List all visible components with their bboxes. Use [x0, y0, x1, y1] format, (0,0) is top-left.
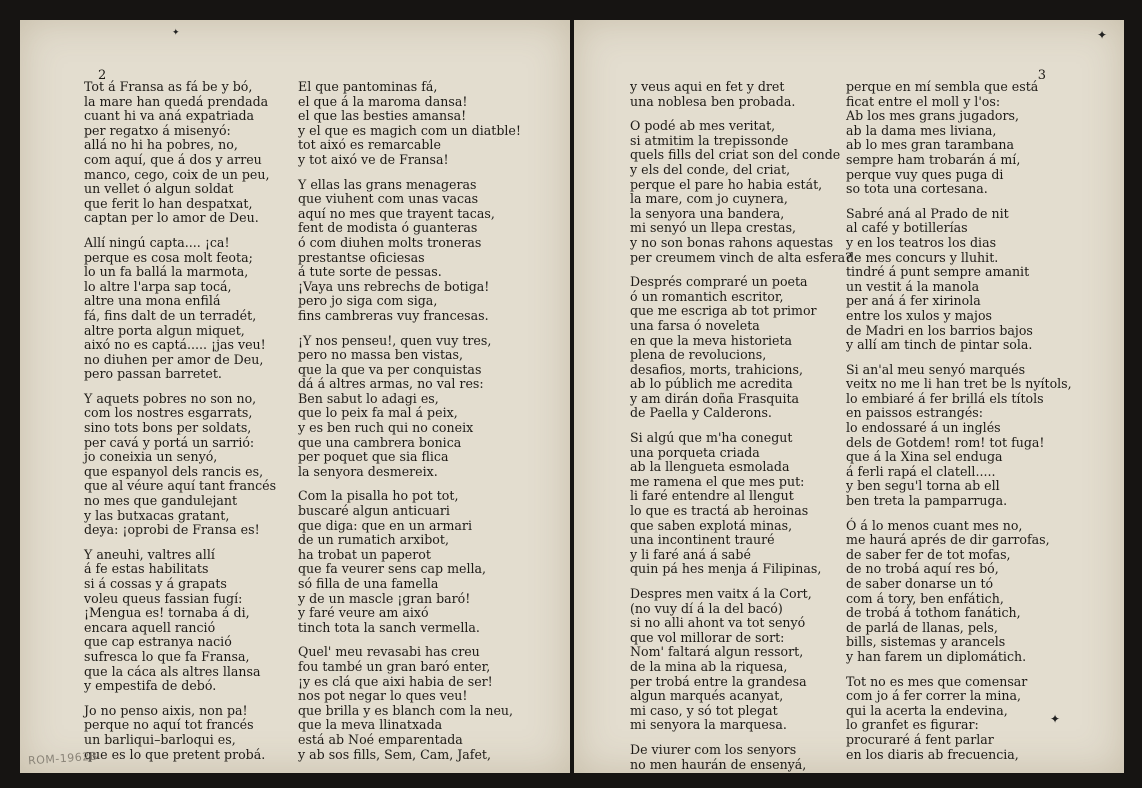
- verse-line: prestantse oficiesas: [298, 249, 425, 265]
- verse-line: una incontinent trauré: [630, 532, 775, 548]
- verse-line: un vestit á la manola: [846, 278, 980, 294]
- verse-line: y veus aqui en fet y dret: [630, 79, 785, 94]
- stanza: [298, 489, 521, 635]
- verse-line: ¡y es clá que aixi habia de ser!: [298, 673, 493, 689]
- stanza: [630, 275, 852, 421]
- verse-line: nos pot negar lo ques veu!: [298, 688, 468, 704]
- verse-line: fou també un gran baró enter,: [298, 658, 491, 674]
- verse-line: tinch tota la sanch vermella.: [298, 619, 480, 635]
- verse-line: y li faré aná á sabé: [630, 546, 751, 562]
- verse-line: que la que va per conquistas: [298, 361, 482, 377]
- verse-line: que al véure aquí tant francés: [84, 478, 277, 494]
- verse-line: plena de revolucions,: [630, 347, 767, 363]
- stanza: [298, 334, 521, 480]
- verse-line: Ben sabut lo adagi es,: [298, 390, 439, 406]
- verse-line: de la mina ab la riquesa,: [630, 658, 788, 674]
- verse-line: el que las besties amansa!: [298, 108, 467, 124]
- verse-line: perque vuy ques puga di: [846, 166, 1004, 182]
- verse-line: Despres men vaitx á la Cort,: [630, 586, 812, 601]
- verse-line: encara aquell ranció: [84, 619, 216, 635]
- verse-line: entre los xulos y majos: [846, 307, 992, 323]
- page-number: 2: [98, 68, 107, 83]
- verse-line: Quel' meu revasabi has creu: [298, 644, 480, 660]
- stanza: [84, 704, 276, 762]
- verse-line: tindré á punt sempre amanit: [846, 264, 1030, 280]
- verse-line: perque no aquí tot francés: [84, 717, 254, 733]
- stanza: [84, 80, 276, 226]
- verse-line: buscaré algun anticuari: [298, 503, 450, 519]
- verse-line: altre porta algun miquet,: [84, 322, 245, 338]
- verse-line: altre una mona enfilá: [84, 293, 221, 309]
- stanza: [846, 675, 1072, 763]
- verse-line: y faré veure am aixó: [298, 605, 429, 621]
- verse-line: per aná á fer xirinola: [846, 293, 981, 309]
- verse-line: la mare han quedá prendada: [84, 93, 269, 109]
- verse-line: sempre ham trobarán á mí,: [846, 151, 1021, 167]
- verse-line: y am dirán doña Frasquita: [630, 390, 800, 406]
- verse-line: y han farem un diplomátich.: [846, 648, 1027, 664]
- verse-line: ab lo mes gran tarambana: [846, 137, 1014, 153]
- verse-line: la mare, com jo cuynera,: [630, 191, 788, 207]
- verse-line: ¡Mengua es! tornaba á di,: [84, 605, 250, 621]
- verse-line: per trobá entre la grandesa: [630, 673, 807, 689]
- verse-line: tot aixó es remarcable: [298, 137, 441, 153]
- verse-line: aquí no mes que trayent tacas,: [298, 205, 495, 221]
- verse-line: perque el pare ho habia estát,: [630, 176, 823, 192]
- verse-line: mi senyora la marquesa.: [630, 717, 787, 733]
- verse-line: Tot no es mes que comensar: [846, 673, 1028, 689]
- verse-line: en los diaris ab frecuencia,: [846, 746, 1019, 762]
- stanza: [846, 363, 1072, 509]
- verse-line: per creumem vinch de alta esfera?: [630, 249, 852, 265]
- verse-line: O podé ab mes veritat,: [630, 118, 776, 134]
- verse-line: y empestifa de debó.: [84, 678, 217, 694]
- verse-line: manco, cego, coix de un peu,: [84, 166, 270, 182]
- stanza: [84, 392, 276, 538]
- verse-line: que espanyol dels rancis es,: [84, 463, 264, 479]
- verse-line: bills, sistemas y arancels: [846, 634, 1006, 650]
- verse-line: Tot á Fransa as fá be y bó,: [84, 79, 253, 94]
- verse-line: sino tots bons per soldats,: [84, 420, 252, 436]
- verse-line: mi senyó un llepa crestas,: [630, 220, 797, 236]
- verse-line: y els del conde, del criat,: [630, 161, 791, 177]
- verse-line: de un rumatich arxibot,: [298, 532, 449, 548]
- verse-line: no men haurán de ensenyá,: [630, 756, 807, 772]
- printer-fleuron-icon: ✦: [1050, 712, 1061, 726]
- verse-line: mi caso, y só tot plegat: [630, 702, 778, 718]
- verse-column: [846, 80, 1072, 772]
- verse-line: y es ben ruch qui no coneix: [298, 420, 474, 436]
- printer-fleuron-icon: ✦: [172, 28, 180, 38]
- verse-line: cuant hi va aná expatriada: [84, 108, 255, 124]
- verse-line: que vol millorar de sort:: [630, 629, 785, 645]
- verse-line: deya: ¡oprobi de Fransa es!: [84, 522, 260, 538]
- verse-line: ó un romantich escritor,: [630, 288, 784, 304]
- verse-line: pero passan barretet.: [84, 366, 222, 382]
- verse-line: está ab Noé emparentada: [298, 731, 463, 747]
- verse-line: ó com diuhen molts troneras: [298, 234, 482, 250]
- verse-line: ¡Y nos penseu!, quen vuy tres,: [298, 332, 492, 348]
- verse-line: al café y botillerías: [846, 220, 968, 236]
- verse-line: perque en mí sembla que está: [846, 79, 1039, 94]
- stanza: [630, 743, 852, 772]
- verse-line: Com la pisalla ho pot tot,: [298, 488, 459, 504]
- verse-line: que brilla y es blanch com la neu,: [298, 702, 514, 718]
- verse-line: de Paella y Calderons.: [630, 405, 772, 421]
- verse-line: fent de modista ó guanteras: [298, 220, 478, 236]
- page-number: 3: [1037, 68, 1046, 83]
- verse-line: de Madri en los barrios bajos: [846, 322, 1033, 338]
- verse-line: lo endossaré á un inglés: [846, 420, 1001, 436]
- verse-line: (no vuy dí á la del bacó): [630, 600, 783, 616]
- verse-line: ab lo públich me acredita: [630, 376, 793, 392]
- verse-line: algun marqués acanyat,: [630, 688, 784, 704]
- verse-line: Si algú que m'ha conegut: [630, 430, 793, 446]
- verse-line: Si an'al meu senyó marqués: [846, 361, 1026, 377]
- stanza: [846, 207, 1072, 353]
- verse-line: aixó no es captá..... ¡jas veu!: [84, 337, 266, 353]
- verse-line: procuraré á fent parlar: [846, 731, 994, 747]
- stanza: [298, 80, 521, 168]
- verse-line: ficat entre el moll y l'os:: [846, 93, 1001, 109]
- verse-line: á fe estas habilitats: [84, 561, 209, 577]
- verse-line: que saben explotá minas,: [630, 517, 793, 533]
- verse-line: y de un mascle ¡gran baró!: [298, 590, 471, 606]
- verse-line: me haurá aprés de dir garrofas,: [846, 532, 1050, 548]
- verse-line: y el que es magich com un diatble!: [298, 122, 521, 138]
- verse-line: una farsa ó noveleta: [630, 317, 760, 333]
- verse-line: com jo á fer correr la mina,: [846, 688, 1022, 704]
- verse-line: no diuhen per amor de Deu,: [84, 351, 264, 367]
- verse-line: ab la llengueta esmolada: [630, 459, 790, 475]
- right-page: [574, 20, 1124, 773]
- printer-fleuron-icon: ✦: [1097, 28, 1108, 42]
- verse-line: lo un fa ballá la marmota,: [84, 264, 249, 280]
- verse-line: la senyora una bandera,: [630, 205, 785, 221]
- verse-line: de no trobá aquí res bó,: [846, 561, 999, 577]
- stanza: [298, 178, 521, 324]
- verse-line: dá á altres armas, no val res:: [298, 376, 484, 392]
- verse-line: que lo peix fa mal á peix,: [298, 405, 458, 421]
- verse-line: Jo no penso aixis, non pa!: [84, 702, 248, 718]
- verse-line: una noblesa ben probada.: [630, 93, 796, 109]
- verse-line: lo altre l'arpa sap tocá,: [84, 278, 232, 294]
- verse-line: á tute sorte de pessas.: [298, 264, 442, 280]
- verse-line: lo embiaré á fer brillá els títols: [846, 390, 1044, 406]
- verse-line: de saber fer de tot mofas,: [846, 546, 1011, 562]
- verse-line: si atmitim la trepissonde: [630, 132, 789, 148]
- verse-line: ¡Vaya uns rebrechs de botiga!: [298, 278, 490, 294]
- verse-line: fins cambreras vuy francesas.: [298, 307, 489, 323]
- verse-line: á ferli rapá el clatell.....: [846, 463, 996, 479]
- stanza: [630, 119, 852, 265]
- stanza: [630, 587, 852, 733]
- verse-line: per regatxo á misenyó:: [84, 122, 231, 138]
- stanza: [84, 548, 276, 694]
- verse-line: captan per lo amor de Deu.: [84, 210, 259, 226]
- verse-line: Y ellas las grans menageras: [298, 176, 477, 192]
- verse-line: que cap estranya nació: [84, 634, 232, 650]
- verse-line: que ferit lo han despatxat,: [84, 195, 253, 211]
- verse-line: Y aneuhi, valtres allí: [84, 546, 215, 562]
- verse-line: de mes concurs y lluhit.: [846, 249, 999, 265]
- verse-line: si no alli ahont va tot senyó: [630, 615, 806, 631]
- stanza: [84, 236, 276, 382]
- verse-line: y las butxacas gratant,: [84, 507, 230, 523]
- verse-line: perque es cosa molt feota;: [84, 249, 253, 265]
- verse-line: lo granfet es figurar:: [846, 717, 979, 733]
- stanza: [630, 80, 852, 109]
- verse-column: [630, 80, 852, 782]
- verse-line: so tota una cortesana.: [846, 181, 988, 197]
- verse-line: que á la Xina sel enduga: [846, 449, 1003, 465]
- verse-line: y allí am tinch de pintar sola.: [846, 337, 1033, 353]
- verse-line: só filla de una famella: [298, 576, 439, 591]
- verse-line: que diga: que en un armari: [298, 517, 472, 533]
- verse-line: Ab los mes grans jugadors,: [846, 108, 1019, 124]
- verse-line: no mes que gandulejant: [84, 493, 238, 509]
- verse-line: ha trobat un paperot: [298, 546, 431, 562]
- verse-line: si á cossas y á grapats: [84, 576, 227, 591]
- verse-line: y tot aixó ve de Fransa!: [298, 151, 449, 167]
- verse-line: que la cáca als altres llansa: [84, 663, 261, 679]
- verse-line: fá, fins dalt de un terradét,: [84, 307, 257, 323]
- verse-line: la senyora desmereix.: [298, 463, 438, 479]
- verse-line: de saber donarse un tó: [846, 576, 994, 591]
- verse-line: que la meva llinatxada: [298, 717, 443, 733]
- verse-line: com aquí, que á dos y arreu: [84, 151, 262, 167]
- verse-line: per poquet que sia flica: [298, 449, 449, 465]
- verse-line: y no son bonas rahons aquestas: [630, 234, 834, 250]
- verse-line: Ó á lo menos cuant mes no,: [846, 517, 1023, 533]
- verse-line: me ramena el que mes put:: [630, 473, 805, 489]
- verse-line: per cavá y portá un sarrió:: [84, 434, 255, 450]
- verse-column: [298, 80, 521, 772]
- stanza: [846, 519, 1072, 665]
- verse-line: quels fills del criat son del conde: [630, 147, 841, 163]
- verse-line: y en los teatros los dias: [846, 234, 997, 250]
- stanza: [630, 431, 852, 577]
- library-stamp: ROM-1962B: [27, 749, 99, 768]
- verse-line: dels de Gotdem! rom! tot fuga!: [846, 434, 1045, 450]
- verse-line: sufresca lo que fa Fransa,: [84, 648, 250, 664]
- verse-line: De viurer com los senyors: [630, 741, 797, 757]
- verse-line: com á tory, ben enfátich,: [846, 590, 1004, 606]
- verse-line: que una cambrera bonica: [298, 434, 462, 450]
- verse-line: que viuhent com unas vacas: [298, 191, 479, 207]
- verse-line: jo coneixia un senyó,: [84, 449, 218, 465]
- verse-line: de parlá de llanas, pels,: [846, 619, 998, 635]
- verse-line: Després compraré un poeta: [630, 274, 808, 290]
- verse-line: qui la acerta la endevina,: [846, 702, 1008, 718]
- stanza: [846, 80, 1072, 197]
- verse-line: el que á la maroma dansa!: [298, 93, 468, 109]
- verse-column: [84, 80, 276, 772]
- verse-line: un vellet ó algun soldat: [84, 181, 234, 197]
- verse-line: Y aquets pobres no son no,: [84, 390, 257, 406]
- verse-line: una porqueta criada: [630, 444, 760, 460]
- verse-line: que fa veurer sens cap mella,: [298, 561, 487, 577]
- verse-line: li faré entendre al llengut: [630, 488, 794, 504]
- verse-line: en paissos estrangés:: [846, 405, 983, 421]
- verse-line: Sabré aná al Prado de nit: [846, 205, 1009, 221]
- verse-line: lo que es tractá ab heroinas: [630, 503, 809, 519]
- verse-line: de trobá á tothom fanátich,: [846, 605, 1021, 621]
- verse-line: El que pantominas fá,: [298, 79, 438, 94]
- verse-line: pero no massa ben vistas,: [298, 347, 463, 363]
- verse-line: en que la meva historieta: [630, 332, 793, 348]
- verse-line: Nom' faltará algun ressort,: [630, 644, 804, 660]
- verse-line: que es lo que pretent probá.: [84, 746, 266, 762]
- verse-line: voleu queus fassian fugí:: [84, 590, 243, 606]
- stanza: [298, 645, 521, 762]
- verse-line: Allí ningú capta.... ¡ca!: [84, 234, 230, 250]
- verse-line: allá no hi ha pobres, no,: [84, 137, 238, 153]
- verse-line: y ab sos fills, Sem, Cam, Jafet,: [298, 746, 491, 762]
- verse-line: y ben segu'l torna ab ell: [846, 478, 1000, 494]
- verse-line: veitx no me li han tret be ls nyítols,: [846, 376, 1072, 392]
- verse-line: un barliqui–barloqui es,: [84, 731, 236, 747]
- left-page: [20, 20, 570, 773]
- verse-line: com los nostres esgarrats,: [84, 405, 253, 421]
- verse-line: quin pá hes menja á Filipinas,: [630, 561, 822, 577]
- verse-line: que me escriga ab tot primor: [630, 303, 817, 319]
- verse-line: pero jo siga com siga,: [298, 293, 438, 309]
- verse-line: ben treta la pamparruga.: [846, 493, 1008, 509]
- verse-line: ab la dama mes liviana,: [846, 122, 997, 138]
- verse-line: desafios, morts, trahicions,: [630, 361, 803, 377]
